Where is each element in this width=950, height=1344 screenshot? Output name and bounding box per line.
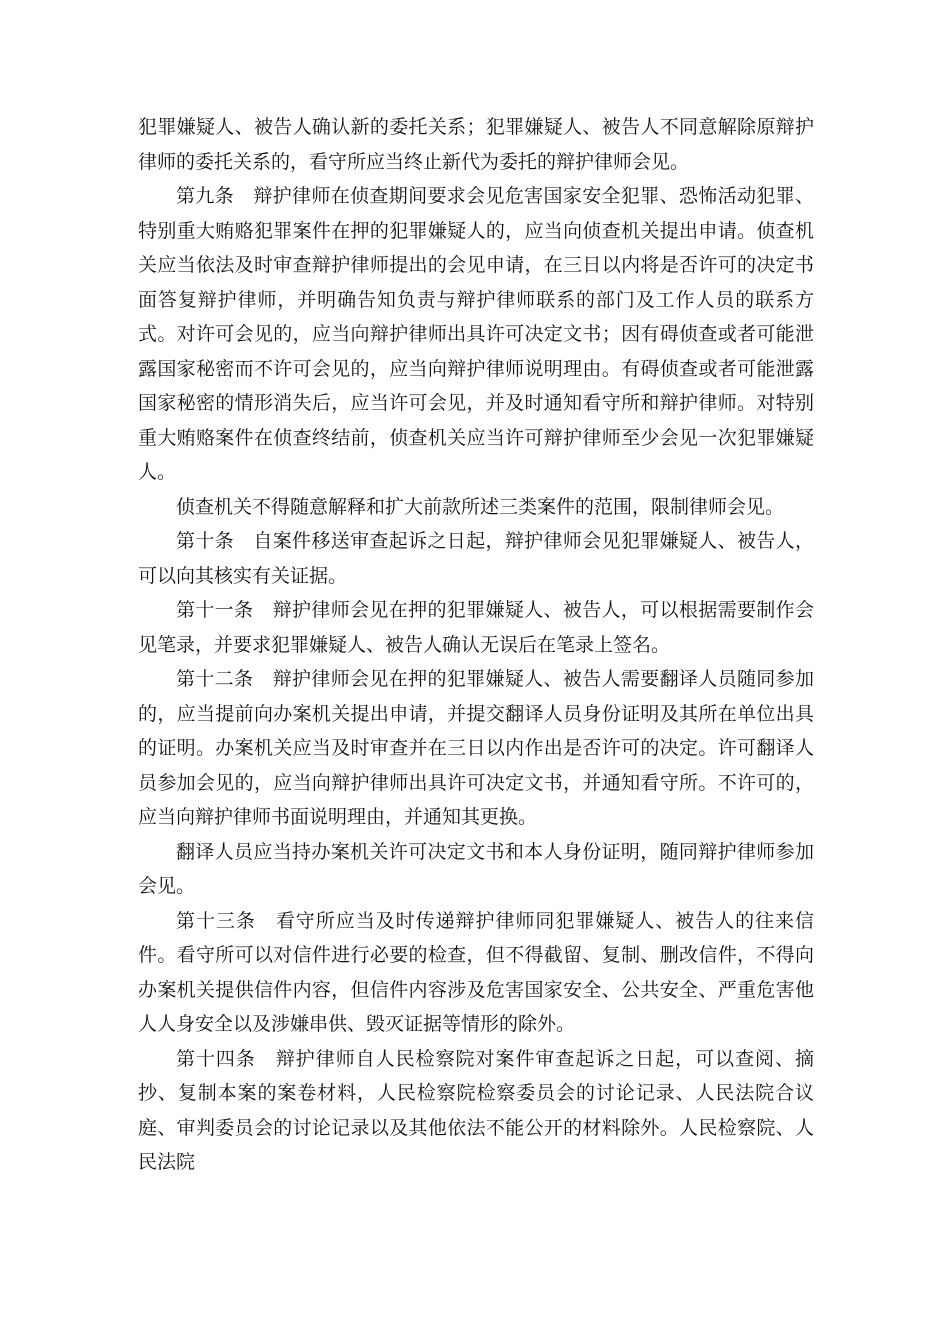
article-14: 第十四条 辩护律师自人民检察院对案件审查起诉之日起，可以查阅、摘抄、复制本案的案卷材料，人民检察院检察委员会的讨论记录、人民法院合议庭、审判委员会的讨论记录以及其他依法不能公开的材料除外。人民检察院、人民法院 [138, 1047, 814, 1173]
article-11: 第十一条 辩护律师会见在押的犯罪嫌疑人、被告人，可以根据需要制作会见笔录，并要求犯罪嫌疑人、被告人确认无误后在笔录上签名。 [138, 599, 814, 656]
article-9-clause-2: 侦查机关不得随意解释和扩大前款所述三类案件的范围，限制律师会见。 [176, 495, 785, 518]
article-9: 第九条 辩护律师在侦查期间要求会见危害国家安全犯罪、恐怖活动犯罪、特别重大贿赂犯罪案件在押的犯罪嫌疑人的，应当向侦查机关提出申请。侦查机关应当依法及时审查辩护律师提出的会见申请，在三日以内将是否许可的决定书面答复辩护律师，并明确告知负责与辩护律师联系的部门及工作人员的联系方式。对许可会见的，应当向辩护律师出具许可决定文书；因有碍侦查或者可能泄露国家秘密而不许可会见的，应当向辩护律师说明理由。有碍侦查或者可能泄露国家秘密的情形消失后，应当许可会见，并及时通知看守所和辩护律师。对特别重大贿赂案件在侦查终结前，侦查机关应当许可辩护律师至少会见一次犯罪嫌疑人。 [138, 185, 814, 483]
article-12: 第十二条 辩护律师会见在押的犯罪嫌疑人、被告人需要翻译人员随同参加的，应当提前向办案机关提出申请，并提交翻译人员身份证明及其所在单位出具的证明。办案机关应当及时审查并在三日以内作出是否许可的决定。许可翻译人员参加会见的，应当向辩护律师出具许可决定文书，并通知看守所。不许可的，应当向辩护律师书面说明理由，并通知其更换。 [138, 668, 814, 828]
document-body [138, 110, 814, 1180]
paragraph-continuation: 犯罪嫌疑人、被告人确认新的委托关系；犯罪嫌疑人、被告人不同意解除原辩护律师的委托关系的，看守所应当终止新代为委托的辩护律师会见。 [138, 116, 814, 173]
article-12-clause-2: 翻译人员应当持办案机关许可决定文书和本人身份证明，随同辩护律师参加会见。 [138, 840, 814, 897]
article-13: 第十三条 看守所应当及时传递辩护律师同犯罪嫌疑人、被告人的往来信件。看守所可以对信件进行必要的检查，但不得截留、复制、删改信件，不得向办案机关提供信件内容，但信件内容涉及危害国家安全、公共安全、严重危害他人人身安全以及涉嫌串供、毁灭证据等情形的除外。 [138, 909, 814, 1035]
article-10: 第十条 自案件移送审查起诉之日起，辩护律师会见犯罪嫌疑人、被告人，可以向其核实有关证据。 [138, 530, 814, 587]
